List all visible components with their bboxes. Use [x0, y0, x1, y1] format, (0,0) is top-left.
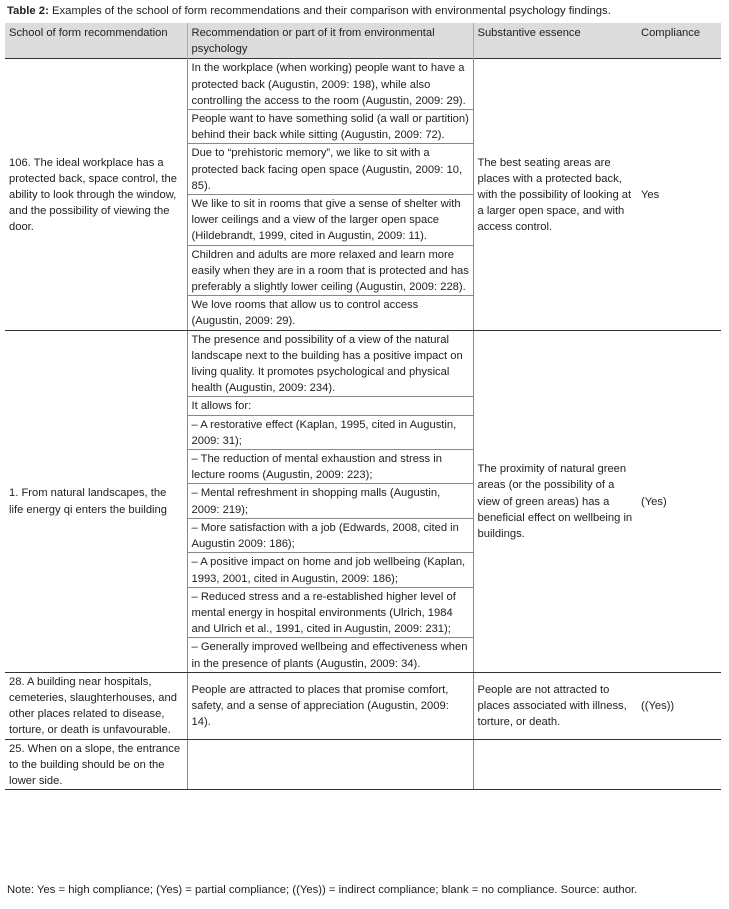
finding-cell: – Generally improved wellbeing and effectiveness when in the presence of plants (Augustin, 2009: 34).: [187, 638, 473, 672]
table-row: [5, 330, 721, 397]
finding-cell: – A positive impact on home and job wellbeing (Kaplan, 1993, 2001, cited in Augustin, 2009: 186);: [187, 553, 473, 587]
finding-cell: People are attracted to places that promise comfort, safety, and a sense of appreciation (Augustin, 2009: 14).: [187, 672, 473, 739]
finding-cell: We like to sit in rooms that give a sense of shelter with lower ceilings and a view of the larger open space (Hildebrandt, 1999, cited in Augustin, 2009: 11).: [187, 195, 473, 246]
essence-cell: People are not attracted to places associated with illness, torture, or death.: [473, 672, 637, 739]
header-compliance: Compliance: [641, 27, 701, 39]
table-caption-label: Table 2:: [7, 5, 49, 17]
finding-cell: – Reduced stress and a re-established higher level of mental energy in hospital environments (Ulrich, 1984 and Ulrich et al., 1991, cited in Augustin, 2009: 231);: [187, 587, 473, 638]
header-environmental-psychology: Recommendation or part of it from environmental psychology: [187, 23, 473, 59]
finding-cell: Due to “prehistoric memory”, we like to sit with a protected back facing open space (Augustin, 2009: 10, 85).: [187, 144, 473, 195]
essence-cell: The best seating areas are places with a protected back, with the possibility of looking at a larger open space, and with access control.: [473, 59, 637, 330]
finding-cell: The presence and possibility of a view of the natural landscape next to the building has a positive impact on living quality. It promotes psychological and physical health (Augustin, 2009: 234).: [187, 330, 473, 397]
recommendation-cell: 106. The ideal workplace has a protected back, space control, the ability to look through the window, and the possibility of viewing the door.: [5, 59, 187, 330]
recommendation-cell: 25. When on a slope, the entrance to the building should be on the lower side.: [5, 739, 187, 790]
table-row: [5, 739, 721, 790]
finding-cell: We love rooms that allow us to control access (Augustin, 2009: 29).: [187, 296, 473, 330]
header-school-of-form: School of form recommendation: [9, 27, 168, 39]
comparison-table: [5, 23, 721, 790]
finding-cell: In the workplace (when working) people want to have a protected back (Augustin, 2009: 198), while also controlling the access to the room (Augustin, 2009: 29).: [187, 59, 473, 110]
essence-cell: [473, 739, 637, 790]
table-caption: [7, 5, 611, 18]
compliance-cell: Yes: [637, 59, 721, 330]
recommendation-cell: 28. A building near hospitals, cemeteries, slaughterhouses, and other places related to disease, torture, or death is unfavourable.: [5, 672, 187, 739]
finding-cell: – More satisfaction with a job (Edwards, 2008, cited in Augustin 2009: 186);: [187, 518, 473, 552]
recommendation-cell: 1. From natural landscapes, the life energy qi enters the building: [5, 330, 187, 672]
finding-cell: People want to have something solid (a wall or partition) behind their back while sitting (Augustin, 2009: 72).: [187, 110, 473, 144]
table-caption-text: Examples of the school of form recommendations and their comparison with environmental psychology findings.: [48, 5, 611, 17]
finding-cell: It allows for:: [187, 397, 473, 415]
compliance-cell: (Yes): [637, 330, 721, 672]
finding-cell: – Mental refreshment in shopping malls (Augustin, 2009: 219);: [187, 484, 473, 518]
compliance-cell: [637, 739, 721, 790]
compliance-cell: ((Yes)): [637, 672, 721, 739]
table-row: [5, 672, 721, 739]
table-note: Note: Yes = high compliance; (Yes) = partial compliance; ((Yes)) = indirect compliance; blank = no compliance. Source: author.: [7, 884, 638, 896]
header-substantive-essence: Substantive essence: [477, 27, 581, 39]
essence-cell: The proximity of natural green areas (or the possibility of a view of green areas) has a beneficial effect on wellbeing in buildings.: [473, 330, 637, 672]
finding-cell: – A restorative effect (Kaplan, 1995, cited in Augustin, 2009: 31);: [187, 415, 473, 449]
finding-cell: – The reduction of mental exhaustion and stress in lecture rooms (Augustin, 2009: 223);: [187, 450, 473, 484]
finding-cell: [187, 739, 473, 790]
finding-cell: Children and adults are more relaxed and learn more easily when they are in a room that is protected and has preferably a slightly lower ceiling (Augustin, 2009: 228).: [187, 245, 473, 296]
table-row: [5, 59, 721, 110]
table-header-row: [5, 23, 721, 59]
